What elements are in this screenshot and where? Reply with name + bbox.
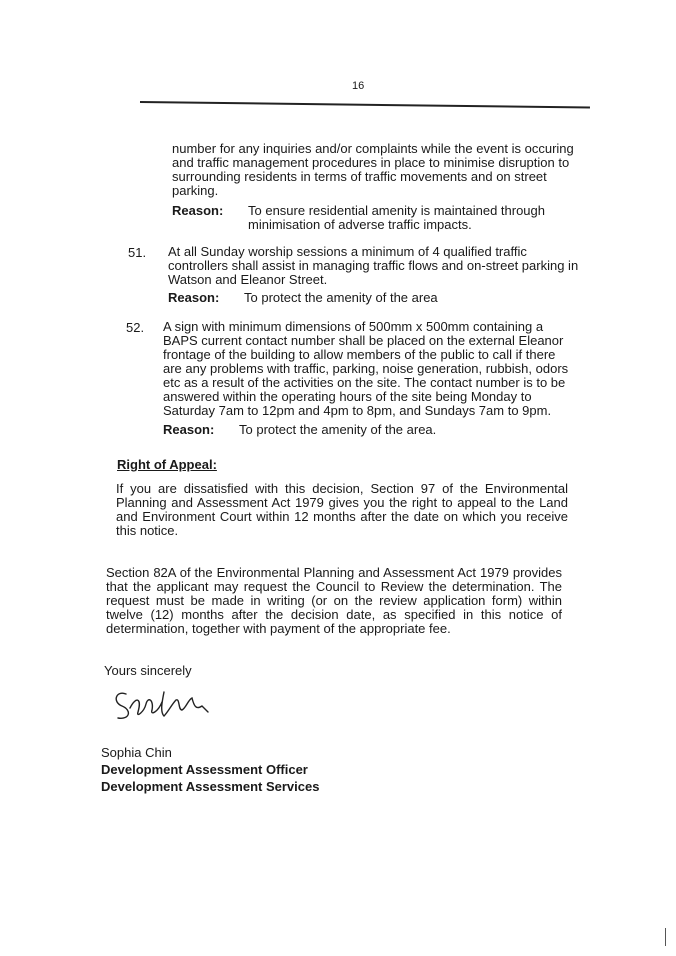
condition-text: At all Sunday worship sessions a minimum of 4 qualified traffic controllers shall assist in managing traffic flows and on-street parking in Watson and Eleanor Street.	[168, 244, 579, 287]
condition-text: number for any inquiries and/or complaints while the event is occuring and traffic management procedures in place to minimise disruption to surrounding residents in terms of traffic movements and on street parking.	[172, 141, 574, 198]
salutation: Yours sincerely	[104, 663, 192, 678]
appeal-paragraph-2: Section 82A of the Environmental Planning and Assessment Act 1979 provides that the applicant may request the Council to Review the determination. The request must be made in writing (or on the review application form) within twelve (12) months after the decision date, as specified in this notice of determination, together with payment of the appropriate fee.	[106, 565, 562, 636]
reason-label: Reason:	[168, 290, 220, 305]
condition-number: 52.	[126, 320, 145, 335]
reason-row	[163, 423, 436, 437]
signature-image	[108, 682, 218, 732]
reason-text: To protect the amenity of the area.	[239, 422, 437, 437]
reason-label: Reason:	[163, 422, 215, 437]
reason-label: Reason:	[172, 203, 224, 218]
header-rule	[140, 101, 590, 108]
page-number: 16	[352, 80, 365, 92]
signer-name: Sophia Chin	[101, 745, 172, 760]
reason-row	[172, 204, 545, 232]
appeal-paragraph-1: If you are dissatisfied with this decision, Section 97 of the Environmental Planning and Assessment Act 1979 gives you the right to appeal to the Land and Environment Court within 12 months after the date on which you receive this notice.	[116, 481, 568, 538]
reason-text: To protect the amenity of the area	[244, 290, 438, 305]
appeal-heading: Right of Appeal:	[117, 457, 217, 472]
signer-title: Development Assessment Officer	[101, 762, 308, 777]
condition-number: 51.	[128, 245, 147, 260]
reason-row	[168, 291, 438, 305]
signer-department: Development Assessment Services	[101, 779, 320, 794]
condition-text: A sign with minimum dimensions of 500mm x 500mm containing a BAPS current contact number shall be placed on the external Eleanor frontage of the building to allow members of the public to call if there are any problems with traffic, parking, noise generation, rubbish, odors etc as a result of the activities on the site. The contact number is to be answered within the operating hours of the site being Monday to Saturday 7am to 12pm and 4pm to 8pm, and Sundays 7am to 9pm.	[163, 319, 569, 418]
scan-mark	[665, 928, 666, 946]
reason-text: To ensure residential amenity is maintained through minimisation of adverse traffic impacts.	[248, 203, 546, 232]
